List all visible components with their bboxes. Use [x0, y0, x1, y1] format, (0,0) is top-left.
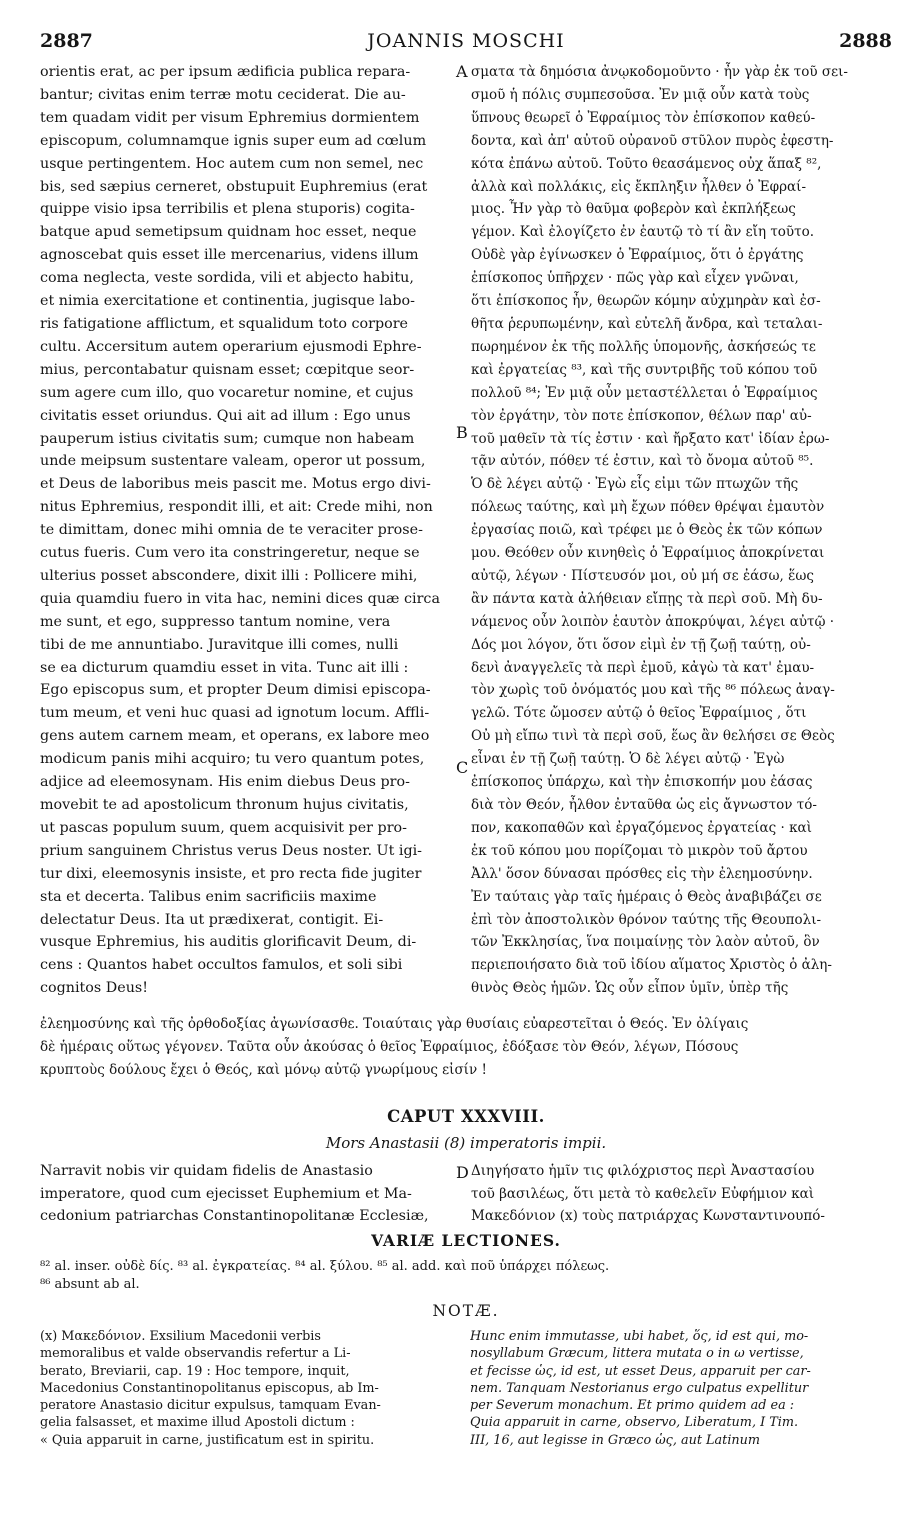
latin-text-line: tur dixi, eleemosynis insiste, et pro recta fide jugiter	[40, 865, 422, 882]
latin-text-line: cens : Quantos habet occultos famulos, et soli sibi	[40, 957, 403, 974]
latin-text-line: te dimittam, donec mihi omnia de te veraciter prose-	[40, 522, 423, 539]
latin-text-line: mius, percontabatur quisnam esset; cœpitque seor-	[40, 361, 415, 378]
latin-text-line: episcopum, columnamque ignis super eum ad cœlum	[40, 132, 427, 149]
greek-text-line: Οὐδὲ γὰρ ἐγίνωσκεν ὁ Ἐφραίμιος, ὅτι ὁ ἐργάτης	[471, 247, 804, 264]
margin-mark-a: A	[456, 62, 468, 81]
note-line: et fecisse ὡς, id est, ut esset Deus, apparuit per car-	[470, 1363, 811, 1379]
latin-text-line: unde meipsum sustentare valeam, operor ut possum,	[40, 453, 426, 470]
page-number-right: 2888	[839, 30, 892, 52]
greek-text-line: Ἐν ταύταις γὰρ ταῖς ἡμέραις ὁ Θεὸς ἀναβιβάζει σε	[471, 888, 822, 905]
latin-text-line: delectatur Deus. Ita ut prædixerat, contigit. Ei-	[40, 911, 384, 928]
greek-text-line: εἶναι ἐν τῇ ζωῇ ταύτῃ. Ὁ δὲ λέγει αὐτῷ · Ἐγὼ	[471, 751, 785, 768]
greek-text-line: αὐτῷ, λέγων · Πίστευσόν μοι, οὐ μή σε ἐάσω, ἕως	[471, 567, 814, 584]
latin-text-line: cutus fueris. Cum vero ita constringeretur, neque se	[40, 545, 420, 562]
latin-text-line: quippe visio ipsa terribilis et plena stuporis) cogita-	[40, 201, 415, 218]
note-line: gelia falsasset, et maxime illud Apostoli dictum :	[40, 1415, 355, 1431]
latin-text-line: vusque Ephremius, his auditis glorificavit Deum, di-	[40, 934, 417, 951]
notes-right-column	[470, 1328, 892, 1449]
latin-text-line: Ego episcopus sum, et propter Deum dimisi episcopa-	[40, 682, 431, 699]
greek-full-line: ἐλεημοσύνης καὶ τῆς ὀρθοδοξίας ἀγωνίσασθε. Τοιαύταις γὰρ θυσίαις εὐαρεστεῖται ὁ Θεός. Ἐν ὀλίγαις	[40, 1016, 749, 1032]
greek-text-line: θινὸς Θεὸς ἡμῶν. Ὡς οὖν εἶπον ὑμῖν, ὑπὲρ τῆς	[471, 980, 789, 997]
greek-text-line: ἂν πάντα κατὰ ἀλήθειαν εἴπῃς τὰ περὶ σοῦ. Μὴ δυ-	[471, 590, 823, 607]
greek-text-line: σμοῦ ἡ πόλις συμπεσοῦσα. Ἐν μιᾷ οὖν κατὰ τοὺς	[471, 86, 810, 103]
greek-text-line: Ἀλλ' ὅσον δύνασαι πρόσθες εἰς τὴν ἐλεημοσύνην.	[471, 865, 813, 882]
latin-text-line: tum meum, et veni huc quasi ad ignotum locum. Affli-	[40, 705, 430, 722]
notes-left-column	[40, 1328, 450, 1449]
greek-text-line: τὸν ἐργάτην, τὸν ποτε ἐπίσκοπον, θέλων παρ' αὐ-	[471, 407, 812, 424]
latin-text-line: cognitos Deus!	[40, 980, 148, 997]
note-line: nem. Tanquam Nestorianus ergo culpatus expellitur	[470, 1380, 809, 1396]
greek-full-line: κρυπτοὺς δούλους ἔχει ὁ Θεός, καὶ μόνῳ αὐτῷ γνωρίμους εἰσίν !	[40, 1062, 487, 1078]
greek-text-line: κότα ἐπάνω αὐτοῦ. Τοῦτο θεασάμενος οὐχ ἅπαξ ⁸²,	[471, 155, 822, 172]
greek-text-line: ἐπίσκοπος ὑπῆρχεν · πῶς γὰρ καὶ εἶχεν γνῶναι,	[471, 270, 799, 287]
greek-text-line: τοῦ μαθεῖν τὰ τίς ἐστιν · καὶ ἤρξατο κατ' ἰδίαν ἐρω-	[471, 430, 830, 447]
latin-text-line: movebit te ad apostolicum thronum hujus civitatis,	[40, 797, 409, 813]
greek-text-line: ὕπνους θεωρεῖ ὁ Ἐφραίμιος τὸν ἐπίσκοπον καθεύ-	[471, 109, 816, 126]
note-line: berato, Breviarii, cap. 19 : Hoc tempore, inquit,	[40, 1363, 350, 1379]
page-number-left: 2887	[40, 30, 93, 52]
margin-mark-c: C	[456, 758, 469, 777]
margin-mark-d: D	[456, 1163, 469, 1182]
latin-text-line: orientis erat, ac per ipsum ædificia publica repara-	[40, 64, 411, 80]
latin-text-line: civitatis esset oriundus. Qui ait ad illum : Ego unus	[40, 407, 411, 424]
greek-text-line: ἀλλὰ καὶ πολλάκις, εἰς ἔκπληξιν ἦλθεν ὁ Ἐφραί-	[471, 178, 807, 195]
greek-text-line: Μακεδόνιον (x) τοὺς πατριάρχας Κωνσταντινουπό-	[471, 1208, 825, 1224]
greek-text-line: δοντα, καὶ ἀπ' αὐτοῦ οὐρανοῦ στῦλον πυρὸς ἐφεστη-	[471, 132, 834, 149]
latin-text-line: coma neglecta, veste sordida, vili et abjecto habitu,	[40, 270, 414, 287]
chapter-title: CAPUT XXXVIII.	[387, 1107, 545, 1126]
latin-text-line: imperatore, quod cum ejecisset Euphemium et Ma-	[40, 1185, 412, 1202]
greek-text-line: τὸν χωρὶς τοῦ ὀνόματός μου καὶ τῆς ⁸⁶ πόλεως ἀναγ-	[471, 682, 835, 699]
latin-text-line: sum agere cum illo, quo vocaretur nomine, et cujus	[40, 384, 414, 401]
latin-text-line: tem quadam vidit per visum Ephremius dormientem	[40, 109, 420, 126]
chapter-subtitle: Mors Anastasii (8) imperatoris impii.	[325, 1134, 607, 1152]
greek-text-line: μου. Θεόθεν οὖν κινηθεὶς ὁ Ἐφραίμιος ἀποκρίνεται	[471, 545, 825, 562]
latin-text-line: bis, sed sæpius cerneret, obstupuit Euphremius (erat	[40, 178, 428, 195]
greek-text-line: Δός μοι λόγον, ὅτι ὅσον εἰμὶ ἐν τῇ ζωῇ ταύτῃ, οὐ-	[471, 636, 811, 653]
latin-text-line: ulterius posset abscondere, dixit illi : Pollicere mihi,	[40, 567, 418, 584]
note-line: « Quia apparuit in carne, justificatum est in spiritu.	[40, 1432, 375, 1448]
running-title: JOANNIS MOSCHI	[367, 30, 565, 52]
note-line: (x) Μακεδόνιον. Exsilium Macedonii verbis	[40, 1329, 321, 1344]
variae-lectiones-title: VARIÆ LECTIONES.	[371, 1231, 561, 1250]
note-line: III, 16, aut legisse in Græco ὡς, aut Latinum	[470, 1432, 761, 1448]
latin-text-line: batque apud semetipsum quidnam hoc esset, neque	[40, 224, 417, 241]
greek-text-line: ὅτι ἐπίσκοπος ἦν, θεωρῶν κόμην αὐχμηρὰν καὶ ἐσ-	[471, 293, 821, 310]
variant-reading-line: ⁸² al. inser. οὐδὲ δίς. ⁸³ al. ἐγκρατείας. ⁸⁴ al. ξύλου. ⁸⁵ al. add. καὶ ποῦ ὑπάρχει πόλεως.	[40, 1259, 610, 1274]
greek-text-line: περιεποιήσατο διὰ τοῦ ἰδίου αἵματος Χριστὸς ὁ ἀλη-	[471, 957, 832, 974]
greek-text-line: Διηγήσατο ἡμῖν τις φιλόχριστος περὶ Ἀναστασίου	[471, 1163, 815, 1179]
latin-text-line: ris fatigatione afflictum, et squalidum toto corpore	[40, 315, 408, 332]
latin-text-line: modicum panis mihi acquiro; tu vero quantum potes,	[40, 751, 425, 768]
greek-text-line: γελῶ. Τότε ὤμοσεν αὐτῷ ὁ θεῖος Ἐφραίμιος , ὅτι	[471, 705, 807, 722]
note-line: per Severum monachum. Et primo quidem ad ea :	[470, 1398, 795, 1414]
latin-text-line: Narravit nobis vir quidam fidelis de Anastasio	[40, 1163, 373, 1179]
latin-text-line: adjice ad eleemosynam. His enim diebus Deus pro-	[40, 774, 410, 791]
latin-text-line: sta et decerta. Talibus enim sacrificiis maxime	[40, 888, 377, 905]
greek-text-line: πολλοῦ ⁸⁴; Ἐν μιᾷ οὖν μεταστέλλεται ὁ Ἐφραίμιος	[471, 384, 818, 401]
latin-text-line: se ea dicturum quamdiu esset in vita. Tunc ait illi :	[40, 659, 409, 676]
latin-column	[40, 61, 453, 1000]
note-line: peratore Anastasio dicitur expulsus, tamquam Evan-	[40, 1398, 381, 1414]
notae-title: NOTÆ.	[432, 1302, 500, 1320]
note-line: memoralibus et valde observandis refertur a Li-	[40, 1346, 351, 1362]
greek-text-line: τᾷν αὐτόν, πόθεν τέ ἐστιν, καὶ τὸ ὄνομα αὐτοῦ ⁸⁵.	[471, 453, 814, 470]
margin-mark-b: B	[456, 423, 468, 442]
note-line: Hunc enim immutasse, ubi habet, ὅς, id est qui, mo-	[470, 1329, 809, 1344]
greek-full-width-text	[40, 1013, 892, 1082]
greek-text-line: ἐπὶ τὸν ἀποστολικὸν θρόνον ταύτης τῆς Θεουπολι-	[471, 911, 822, 928]
latin-text-line: tibi de me annuntiabo. Juravitque illi comes, nulli	[40, 636, 399, 653]
latin-text-line: cultu. Accersitum autem operarium ejusmodi Ephre-	[40, 338, 422, 355]
latin-text-line: bantur; civitas enim terræ motu ceciderat. Die au-	[40, 86, 406, 103]
greek-text-line: πόλεως ταύτης, καὶ μὴ ἔχων πόθεν θρέψαι ἐμαυτὸν	[471, 499, 825, 516]
latin-column-chapter	[40, 1160, 453, 1228]
greek-text-line: σματα τὰ δημόσια ἀνῳκοδομοῦντο · ἦν γὰρ ἐκ τοῦ σει-	[471, 64, 848, 80]
greek-text-line: ἐπίσκοπος ὑπάρχω, καὶ τὴν ἐπισκοπήν μου ἐάσας	[471, 774, 813, 791]
greek-text-line: νάμενος οὖν λοιπὸν ἑαυτὸν ἀποκρύψαι, λέγει αὐτῷ ·	[471, 613, 835, 630]
greek-text-line: ἐκ τοῦ κόπου μου πορίζομαι τὸ μικρὸν τοῦ ἄρτου	[471, 842, 808, 859]
page-header	[40, 30, 892, 56]
note-line: Macedonius Constantinopolitanus episcopus, ab Im-	[40, 1380, 379, 1396]
latin-text-line: prium sanguinem Christus verus Deus noster. Ut igi-	[40, 842, 423, 859]
greek-text-line: διὰ τὸν Θεόν, ἦλθον ἐνταῦθα ὡς εἰς ἄγνωστον τό-	[471, 797, 817, 813]
greek-text-line: Οὐ μὴ εἴπω τινὶ τὰ περὶ σοῦ, ἕως ἂν θελήσει σε Θεὸς	[471, 728, 835, 745]
note-line: nosyllabum Græcum, littera mutata o in ω vertisse,	[470, 1346, 804, 1362]
latin-text-line: me sunt, et ego, suppresso tantum nomine, vera	[40, 613, 391, 630]
greek-text-line: τοῦ βασιλέως, ὅτι μετὰ τὸ καθελεῖν Εὐφήμιον καὶ	[471, 1185, 815, 1202]
note-line: Quia apparuit in carne, observo, Liberatum, I Tim.	[470, 1415, 799, 1431]
greek-column-chapter	[471, 1160, 891, 1228]
latin-text-line: ut pascas populum suum, quem acquisivit per pro-	[40, 819, 407, 836]
greek-text-line: θῆτα ῥερυπωμένην, καὶ εὐτελῆ ἄνδρα, καὶ τεταλαι-	[471, 315, 823, 332]
latin-text-line: et Deus de laboribus meis pascit me. Motus ergo divi-	[40, 476, 431, 493]
variae-lectiones-list	[40, 1258, 892, 1294]
latin-text-line: quia quamdiu fuero in vita hac, nemini dices quæ circa	[40, 590, 440, 607]
latin-text-line: gens autem carnem meam, et operans, ex labore meo	[40, 728, 430, 745]
latin-text-line: nitus Ephremius, respondit illi, et ait: Crede mihi, non	[40, 499, 433, 516]
greek-text-line: ἐργασίας ποιῶ, καὶ τρέφει με ὁ Θεὸς ἐκ τῶν κόπων	[471, 522, 823, 539]
latin-text-line: agnoscebat quis esset ille mercenarius, videns illum	[40, 247, 419, 264]
greek-text-line: γέμον. Καὶ ἐλογίζετο ἐν ἑαυτῷ τὸ τί ἂν εἴη τοῦτο.	[471, 224, 815, 241]
latin-text-line: pauperum istius civitatis sum; cumque non habeam	[40, 430, 415, 447]
variant-reading-line: ⁸⁶ absunt ab al.	[40, 1277, 140, 1292]
latin-text-line: et nimia exercitatione et continentia, jugisque labo-	[40, 293, 415, 310]
greek-text-line: Ὁ δὲ λέγει αὐτῷ · Ἐγὼ εἷς εἰμι τῶν πτωχῶν τῆς	[471, 476, 799, 493]
greek-text-line: πον, κακοπαθῶν καὶ ἐργαζόμενος ἐργατείας · καὶ	[471, 819, 812, 836]
greek-full-line: δὲ ἡμέραις οὕτως γέγονεν. Ταῦτα οὖν ἀκούσας ὁ θεῖος Ἐφραίμιος, ἐδόξασε τὸν Θεόν, λέγων, Πόσους	[40, 1039, 739, 1055]
latin-text-line: cedonium patriarchas Constantinopolitanæ Ecclesiæ,	[40, 1208, 429, 1224]
greek-text-line: δενὶ ἀναγγελεῖς τὰ περὶ ἐμοῦ, κἀγὼ τὰ κατ' ἐμαυ-	[471, 659, 815, 676]
greek-column	[471, 61, 891, 1000]
greek-text-line: πωρημένον ἐκ τῆς πολλῆς ὑπομονῆς, ἀσκήσεώς τε	[471, 338, 816, 355]
latin-text-line: usque pertingentem. Hoc autem cum non semel, nec	[40, 155, 424, 172]
greek-text-line: τῶν Ἐκκλησίας, ἵνα ποιμαίνῃς τὸν λαὸν αὐτοῦ, ὃν	[471, 934, 820, 951]
greek-text-line: καὶ ἐργατείας ⁸³, καὶ τῆς συντριβῆς τοῦ κόπου τοῦ	[471, 361, 818, 378]
greek-text-line: μιος. Ἦν γὰρ τὸ θαῦμα φοβερὸν καὶ ἐκπλήξεως	[471, 201, 796, 218]
